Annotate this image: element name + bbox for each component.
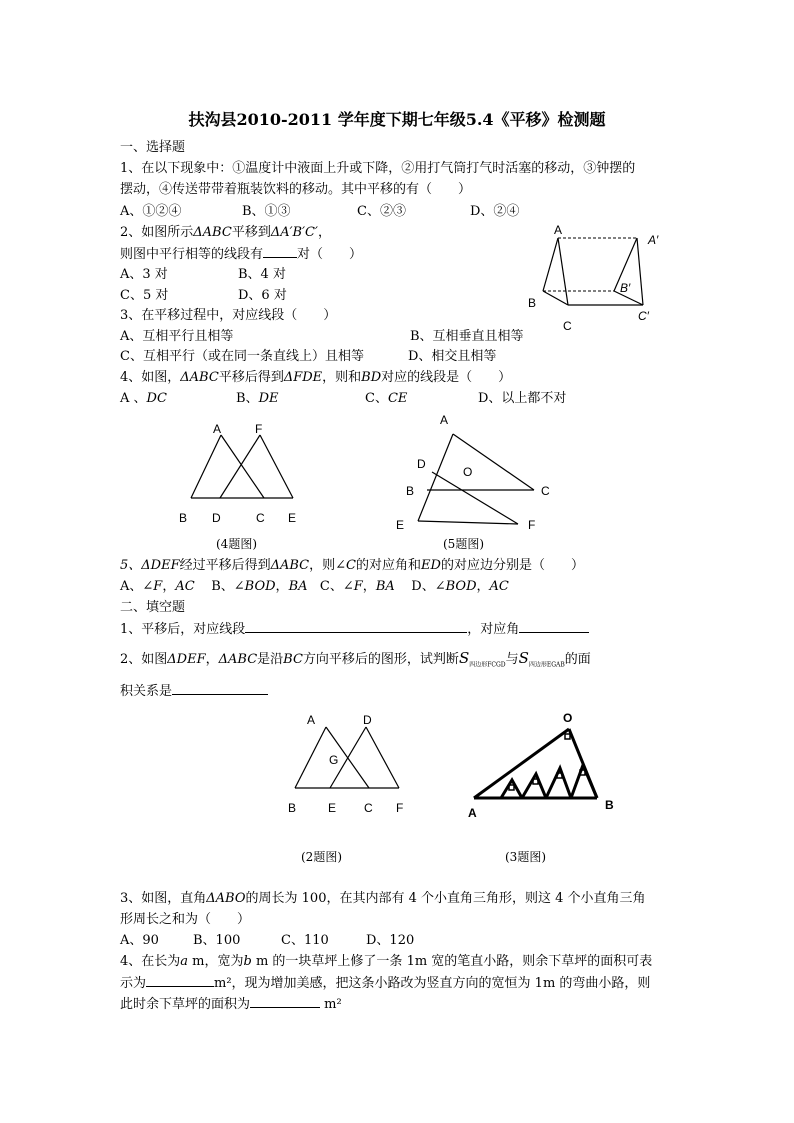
- f3-option-c: C、110: [281, 933, 329, 948]
- q5-label-e: E: [396, 518, 405, 532]
- q4-label-c: C: [256, 511, 265, 525]
- f2-line2: 积关系是: [120, 682, 268, 700]
- f2-line1: 2、如图ΔDEF，ΔABC是沿BC方向平移后的图形，试判断$S_{四边形FCGD}$与$S_{四边形EGAB}$的面: [120, 649, 591, 669]
- f2-label-c: C: [364, 801, 373, 815]
- q5-figure: [390, 408, 560, 533]
- q4-option-d: D、以上都不对: [478, 391, 567, 406]
- f2-label-e: E: [328, 801, 337, 815]
- q4-line1: 4、如图，ΔABC平移后得到ΔFDE，则和BD对应的线段是（ ）: [120, 370, 512, 385]
- section-fill-heading: 二、填空题: [120, 600, 186, 615]
- q1-option-d: D、②④: [470, 204, 520, 219]
- q5-label-d: D: [417, 457, 426, 471]
- q5-label-a: A: [440, 413, 449, 427]
- q4-option-a: A 、DC: [120, 391, 167, 406]
- q4-label-d: D: [212, 511, 221, 525]
- q5-line1: 5、ΔDEF经过平移后得到ΔABC，则∠C的对应角和ED的对应边分别是（ ）: [120, 558, 584, 573]
- q4-figure-caption: (4题图): [216, 537, 257, 551]
- f2-figure-caption: (2题图): [301, 850, 342, 864]
- f3-option-d: D、120: [366, 933, 415, 948]
- q5-label-b: B: [406, 484, 415, 498]
- q3-line1: 3、在平移过程中，对应线段（ ）: [120, 308, 337, 323]
- f3-option-a: A、90: [120, 933, 159, 948]
- f2-label-d: D: [363, 713, 372, 727]
- q4-label-b: B: [179, 511, 188, 525]
- q5-options: A、∠F，AC B、∠BOD，BA C、∠F，BA D、∠BOD，AC: [120, 579, 509, 594]
- q2-figure: [520, 218, 670, 338]
- q2-label-b: B: [528, 296, 537, 310]
- f4-line3: 此时余下草坪的面积为 m²: [120, 997, 342, 1012]
- q4-label-f: F: [255, 422, 263, 436]
- q5-label-c: C: [541, 484, 550, 498]
- f4-line1: 4、在长为a m，宽为b m 的一块草坪上修了一条 1m 宽的笔直小路，则余下草坪的面积可表: [120, 954, 653, 969]
- q2-option-d: D、6 对: [238, 288, 287, 303]
- q5-figure-caption: (5题图): [443, 537, 484, 551]
- page-title: 扶沟县2010-2011 学年度下期七年级5.4《平移》检测题: [188, 110, 606, 129]
- q1-line1: 1、在以下现象中：①温度计中液面上升或下降，②用打气筒打气时活塞的移动，③钟摆的: [120, 161, 636, 176]
- f2-figure: [280, 708, 420, 823]
- q3-option-d: D、相交且相等: [408, 349, 497, 364]
- f3-label-a: A: [468, 806, 477, 820]
- f2-label-g: G: [329, 753, 339, 767]
- f2-label-f: F: [396, 801, 404, 815]
- f3-label-b: B: [605, 798, 614, 812]
- q2-option-b: B、4 对: [238, 267, 286, 282]
- q1-option-b: B、①③: [242, 204, 291, 219]
- q2-label-b-prime: B′: [620, 281, 631, 295]
- q2-line1: 2、如图所示ΔABC平移到ΔA′B′C′，: [120, 225, 331, 240]
- section-choice-heading: 一、选择题: [120, 140, 186, 155]
- f1-line: 1、平移后，对应线段 ，对应角: [120, 620, 589, 638]
- q2-option-a: A、3 对: [120, 267, 168, 282]
- q5-label-f: F: [528, 518, 536, 532]
- q4-figure: [170, 418, 320, 528]
- q4-label-e: E: [288, 511, 297, 525]
- f2-label-b: B: [288, 801, 297, 815]
- f3-option-b: B、100: [193, 933, 241, 948]
- q1-option-c: C、②③: [357, 204, 406, 219]
- q4-label-a: A: [213, 422, 222, 436]
- f3-line1: 3、如图，直角ΔABO的周长为 100，在其内部有 4 个小直角三角形，则这 4 个小直角三角: [120, 891, 646, 906]
- f3-label-o: O: [563, 711, 573, 725]
- q3-option-b: B、互相垂直且相等: [410, 329, 524, 344]
- q3-option-c: C、互相平行（或在同一条直线上）且相等: [120, 349, 364, 364]
- f4-line2: 示为 m²，现为增加美感，把这条小路改为竖直方向的宽恒为 1m 的弯曲小路，则: [120, 976, 651, 991]
- f2-label-a: A: [307, 713, 316, 727]
- f3-figure-caption: (3题图): [505, 850, 546, 864]
- f3-line2: 形周长之和为（ ）: [120, 912, 251, 927]
- q3-option-a: A、互相平行且相等: [120, 329, 234, 344]
- f3-figure: [462, 708, 632, 828]
- q2-label-c: C: [563, 319, 572, 333]
- q5-label-o: O: [463, 465, 473, 479]
- q2-option-c: C、5 对: [120, 288, 169, 303]
- q2-line2: 则图中平行相等的线段有 对（ ）: [120, 247, 363, 262]
- q1-line2: 摆动，④传送带带着瓶装饮料的移动。其中平移的有（ ）: [120, 182, 472, 197]
- q4-option-c: C、CE: [365, 391, 408, 406]
- q2-label-a: A: [554, 223, 563, 237]
- q4-option-b: B、DE: [236, 391, 279, 406]
- q2-label-c-prime: C′: [638, 309, 649, 323]
- q2-label-a-prime: A′: [648, 233, 659, 247]
- q1-option-a: A、①②④: [120, 204, 182, 219]
